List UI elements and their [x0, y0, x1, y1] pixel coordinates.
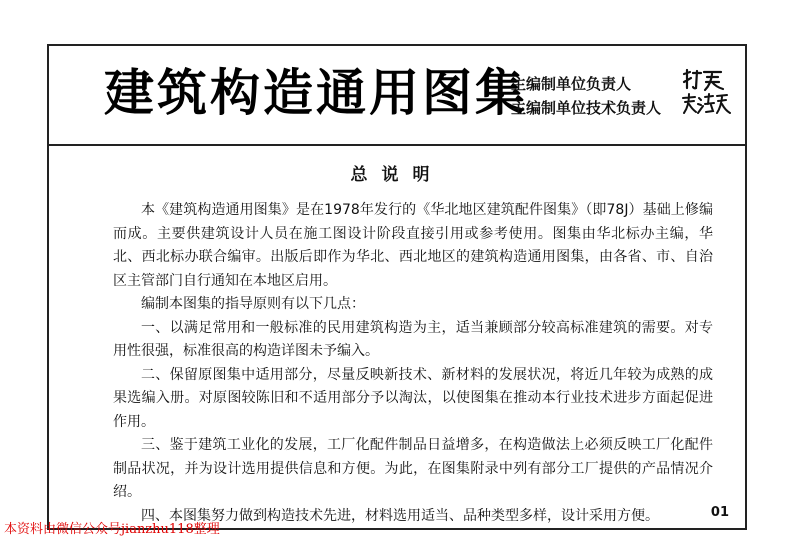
drawing-sheet [47, 44, 747, 530]
paragraph: 三、鉴于建筑工业化的发展，工厂化配件制品日益增多，在构造做法上必须反映工厂化配件制品状况，并为设计选用提供信息和方便。为此，在图集附录中列有部分工厂提供的产品情况介绍。 [113, 437, 713, 500]
chief-unit-technical-responsible-label: 主编制单位技术负责人 [511, 99, 662, 117]
paragraph: 四、本图集努力做到构造技术先进，材料选用适当、品种类型多样，设计采用方便。 [141, 507, 659, 524]
atlas-title: 建筑构造通用图集 [104, 64, 528, 122]
paragraph: 编制本图集的指导原则有以下几点： [141, 296, 365, 312]
signature-2 [681, 92, 731, 116]
paragraph: 本《建筑构造通用图集》是在1978年发行的《华北地区建筑配件图集》（即78J）基础上修编而成。主要供建筑设计人员在施工图设计阶段直接引用或参考使用。图集由华北标办主编，华北、西北标办联合编审。出版后即作为华北、西北地区的建筑构造通用图集，由各省、市、自治区主管部门自行通知在本地区启用。 [113, 202, 713, 289]
signature-1 [681, 68, 725, 92]
chief-unit-responsible-label: 主编制单位负责人 [511, 75, 632, 93]
title-block [49, 46, 745, 146]
section-heading: 总说明 [350, 165, 444, 185]
watermark-text: 本资料由微信公众号jianzhu118整理 [4, 522, 220, 537]
paragraph: 一、以满足常用和一般标准的民用建筑构造为主，适当兼顾部分较高标准建筑的需要。对专用性很强，标准很高的构造详图未予编入。 [113, 319, 713, 359]
body-text [113, 199, 713, 528]
page-number: 01 [710, 505, 729, 520]
paragraph: 二、保留原图集中适用部分，尽量反映新技术、新材料的发展状况，将近几年较为成熟的成果选编入册。对原图较陈旧和不适用部分予以淘汰，以使图集在推动本行业技术进步方面起促进作用。 [113, 366, 713, 430]
